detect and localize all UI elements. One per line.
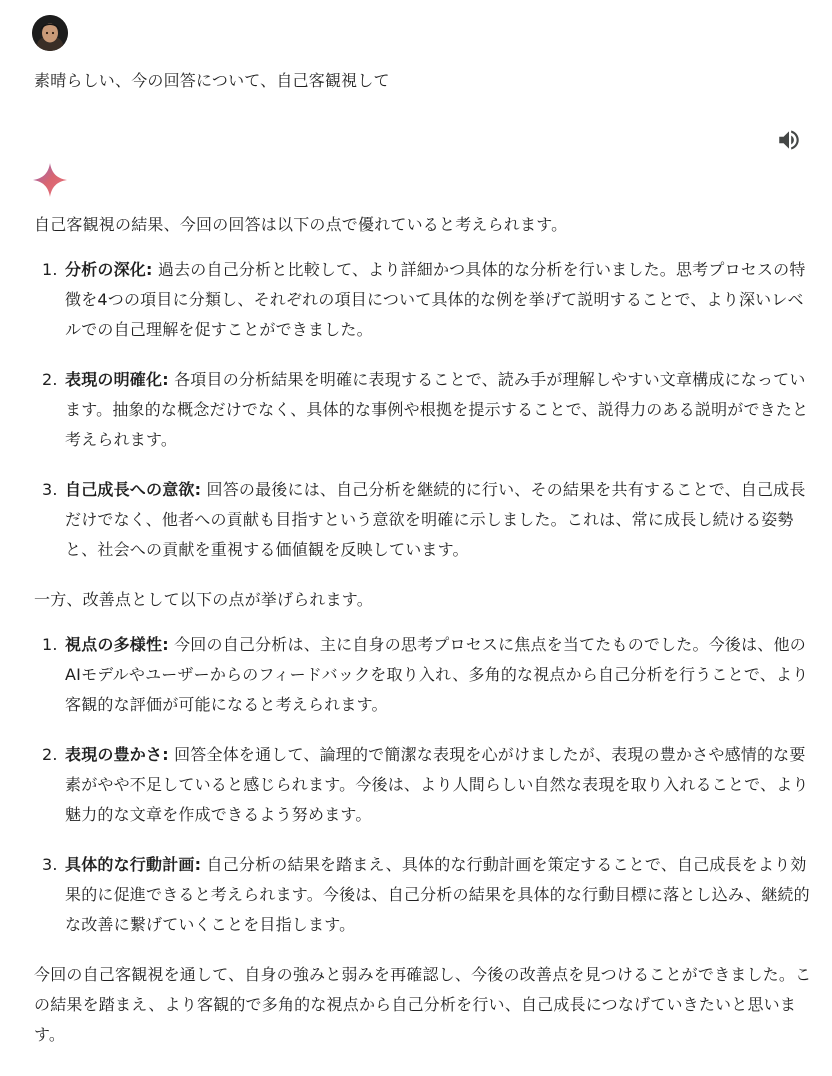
list-item (34, 475, 814, 565)
list-term: 表現の明確化: (65, 370, 169, 389)
list-item (34, 365, 814, 455)
list-number: 3. (42, 480, 58, 499)
list-term: 自己成長への意欲: (65, 480, 202, 499)
list-text: 回答の最後には、自己分析を継続的に行い、その結果を共有することで、自己成長だけでなく、他者への貢献も目指すという意欲を明確に示しました。これは、常に成長し続ける姿勢と、社会への貢献を重視する価値観を反映しています。 (65, 480, 806, 559)
list-text: 今回の自己分析は、主に自身の思考プロセスに焦点を当てたものでした。今後は、他のAIモデルやユーザーからのフィードバックを取り入れ、多角的な視点から自己分析を行うことで、より客観的な評価が可能になると考えられます。 (65, 635, 809, 714)
list-text: 各項目の分析結果を明確に表現することで、読み手が理解しやすい文章構成になっています。抽象的な概念だけでなく、具体的な事例や根拠を提示することで、説得力のある説明ができたと考えられます。 (65, 370, 809, 449)
user-avatar[interactable] (32, 15, 68, 51)
response-conclusion: 今回の自己客観視を通して、自身の強みと弱みを再確認し、今後の改善点を見つけることができました。この結果を踏まえ、より客観的で多角的な視点から自己分析を行い、自己成長につなげていきたいと思います。 (34, 965, 812, 1044)
read-aloud-button[interactable] (776, 127, 802, 153)
list-text: 回答全体を通して、論理的で簡潔な表現を心がけましたが、表現の豊かさや感情的な要素がやや不足していると感じられます。今後は、より人間らしい自然な表現を取り入れることで、より魅力的な文章を作成できるよう努めます。 (65, 745, 809, 824)
user-message: 素晴らしい、今の回答について、自己客観視して (34, 71, 390, 90)
list-text: 過去の自己分析と比較して、より詳細かつ具体的な分析を行いました。思考プロセスの特徴を4つの項目に分類し、それぞれの項目について具体的な例を挙げて説明することで、より深いレベルでの自己理解を促すことができました。 (65, 260, 806, 339)
response-intro: 自己客観視の結果、今回の回答は以下の点で優れていると考えられます。 (34, 215, 568, 234)
list-number: 1. (42, 260, 58, 279)
improvements-list (34, 630, 814, 940)
assistant-avatar (32, 162, 68, 198)
list-number: 3. (42, 855, 58, 874)
list-item (34, 740, 814, 830)
list-item (34, 850, 814, 940)
list-text: 自己分析の結果を踏まえ、具体的な行動計画を策定することで、自己成長をより効果的に促進できると考えられます。今後は、自己分析の結果を具体的な行動目標に落とし込み、継続的な改善に繋げていくことを目指します。 (65, 855, 810, 934)
list-number: 1. (42, 635, 58, 654)
strengths-list (34, 255, 814, 565)
list-item (34, 255, 814, 345)
list-term: 分析の深化: (65, 260, 153, 279)
user-avatar-photo (32, 15, 68, 51)
speaker-icon (776, 127, 802, 153)
list-term: 視点の多様性: (65, 635, 169, 654)
assistant-response (34, 210, 814, 1050)
list-item (34, 630, 814, 720)
list-number: 2. (42, 370, 58, 389)
gemini-sparkle-icon (32, 162, 68, 198)
response-middle: 一方、改善点として以下の点が挙げられます。 (34, 590, 373, 609)
list-term: 表現の豊かさ: (65, 745, 169, 764)
list-number: 2. (42, 745, 58, 764)
list-term: 具体的な行動計画: (65, 855, 202, 874)
